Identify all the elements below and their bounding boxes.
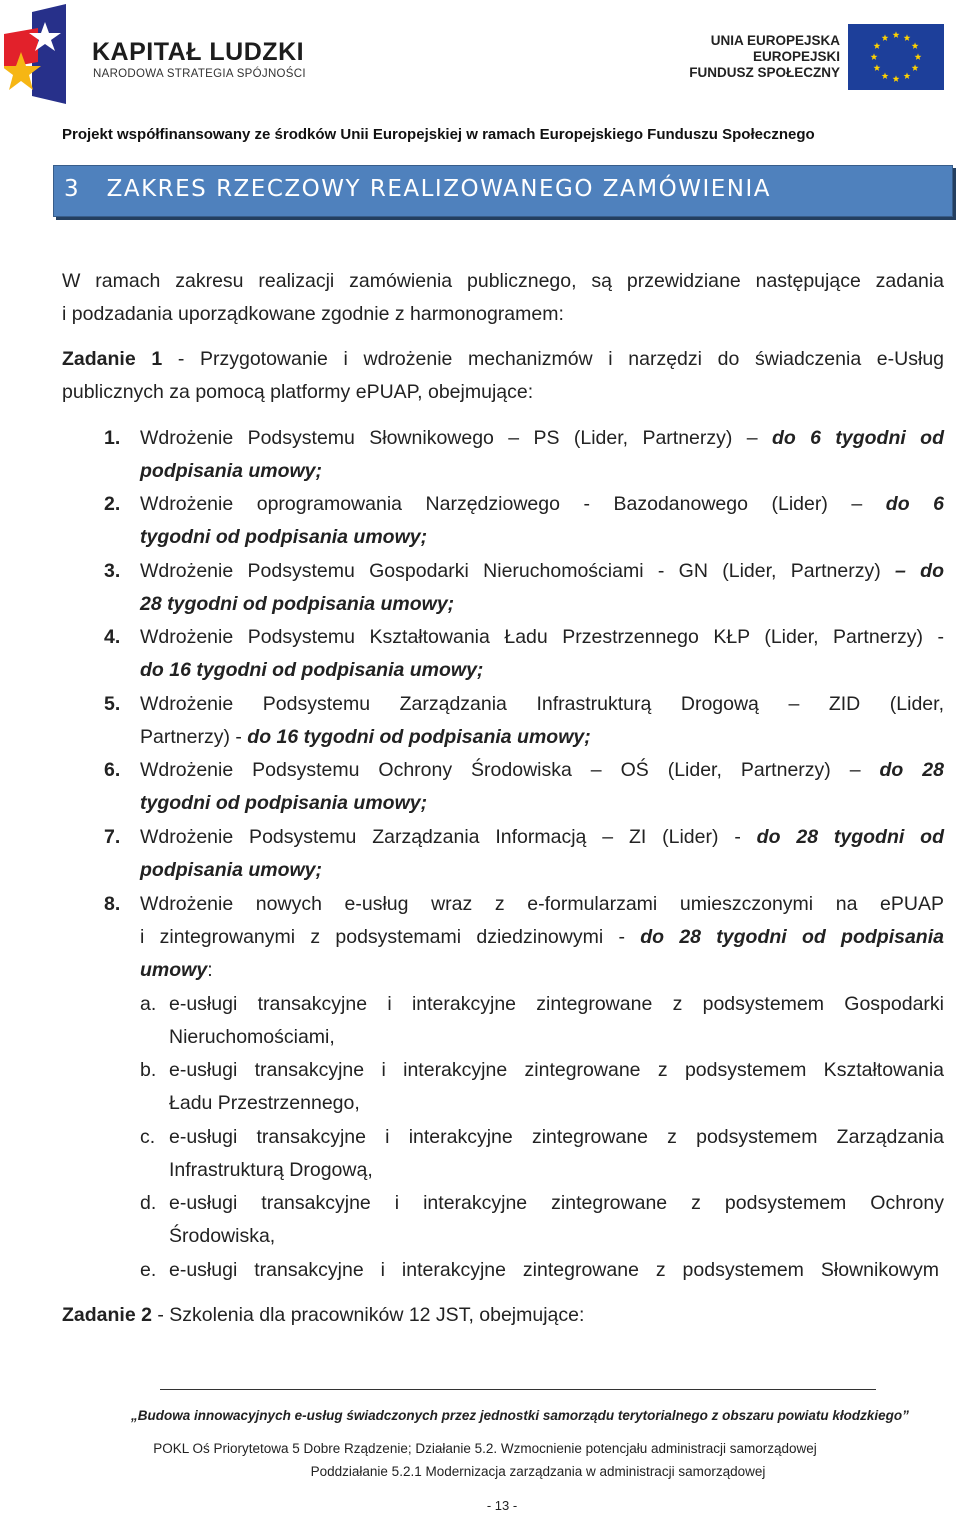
subitem-4-line-1: e-usługi transakcyjne i interakcyjne zintegrowane z podsystemem Słownikowym bbox=[169, 1259, 939, 1281]
item-6-line-1 bbox=[140, 754, 944, 787]
subitem-0-line-2: Nieruchomościami, bbox=[169, 1026, 335, 1048]
item-4-line-1 bbox=[140, 621, 944, 654]
item-7-line-2 bbox=[140, 854, 944, 887]
item-7-number: 7. bbox=[104, 826, 121, 848]
item-2-line-2 bbox=[140, 521, 944, 554]
item-2-line-1 bbox=[140, 488, 944, 521]
item-8-deadline-end: umowy bbox=[140, 959, 208, 981]
subitem-0-line-1: e-usługi transakcyjne i interakcyjne zintegrowane z podsystemem Gospodarki bbox=[169, 993, 944, 1015]
item-5-number: 5. bbox=[104, 693, 121, 715]
subitem-2-line-2: Infrastrukturą Drogową, bbox=[169, 1159, 373, 1181]
footer-subaction-line: Poddziałanie 5.2.1 Modernizacja zarządzania w administracji samorządowej bbox=[310, 1464, 766, 1479]
item-1-number: 1. bbox=[104, 427, 121, 449]
subitem-2-line-1: e-usługi transakcyjne i interakcyjne zintegrowane z podsystemem Zarządzania bbox=[169, 1126, 944, 1148]
subitem-3-line-1: e-usługi transakcyjne i interakcyjne zintegrowane z podsystemem Ochrony bbox=[169, 1192, 944, 1214]
item-4-deadline-end: do 16 tygodni od podpisania umowy; bbox=[140, 659, 484, 681]
eu-line-3: FUNDUSZ SPOŁECZNY bbox=[689, 65, 840, 80]
item-2-deadline: do 6 bbox=[862, 493, 944, 515]
item-7-deadline: do 28 tygodni od bbox=[740, 826, 944, 848]
project-cofinancing-line: Projekt współfinansowany ze środków Unii Europejskiej w ramach Europejskiego Funduszu Społecznego bbox=[62, 126, 815, 143]
section-heading bbox=[64, 176, 771, 202]
item-4-number: 4. bbox=[104, 626, 121, 648]
item-8-number: 8. bbox=[104, 893, 121, 915]
item-3-text: Wdrożenie Podsystemu Gospodarki Nieruchomościami - GN (Lider, Partnerzy) bbox=[140, 560, 881, 582]
intro-line-1: W ramach zakresu realizacji zamówienia publicznego, są przewidziane następujące zadania bbox=[62, 270, 944, 292]
item-8-deadline: do 28 tygodni od podpisania bbox=[640, 926, 944, 948]
item-6-number: 6. bbox=[104, 759, 121, 781]
subitem-4-letter: e. bbox=[140, 1259, 157, 1281]
item-3-line-1 bbox=[140, 555, 944, 588]
item-8-line-2 bbox=[140, 921, 944, 954]
footer-project-title: „Budowa innowacyjnych e-usług świadczonych przez jednostki samorządu terytorialnego z obszaru powiatu kłodzkiego” bbox=[131, 1408, 909, 1423]
eu-flag-icon bbox=[848, 24, 944, 90]
item-1-line-1 bbox=[140, 422, 944, 455]
subitem-2-letter: c. bbox=[140, 1126, 156, 1148]
page-number: - 13 - bbox=[486, 1498, 518, 1513]
section-number: 3 bbox=[64, 176, 81, 202]
item-7-text: Wdrożenie Podsystemu Zarządzania Informacją – ZI (Lider) - bbox=[140, 826, 741, 848]
item-5-deadline-end: do 16 tygodni od podpisania umowy; bbox=[247, 726, 591, 748]
item-8-line-3 bbox=[140, 954, 944, 987]
item-5-line-1 bbox=[140, 688, 944, 721]
task1-label: Zadanie 1 bbox=[62, 348, 163, 370]
item-6-deadline: do 28 bbox=[860, 759, 944, 781]
item-3-line-2 bbox=[140, 588, 944, 621]
eu-line-2: EUROPEJSKI bbox=[752, 49, 840, 64]
item-1-deadline: do 6 tygodni od bbox=[757, 427, 944, 449]
item-8-line-2-text: i zintegrowanymi z podsystemami dziedzinowymi - bbox=[140, 926, 641, 948]
eu-line-1: UNIA EUROPEJSKA bbox=[710, 33, 840, 48]
task2-line bbox=[62, 1299, 944, 1332]
subitem-3-letter: d. bbox=[140, 1192, 157, 1214]
item-2-number: 2. bbox=[104, 493, 121, 515]
item-1-deadline-end: podpisania umowy; bbox=[140, 460, 323, 482]
item-1-line-2 bbox=[140, 455, 944, 488]
item-5-line-2-prefix: Partnerzy) - bbox=[140, 726, 248, 748]
task1-line-2: publicznych za pomocą platformy ePUAP, obejmujące: bbox=[62, 381, 534, 403]
item-8-line-1: Wdrożenie nowych e-usług wraz z e-formularzami umieszczonymi na ePUAP bbox=[140, 893, 944, 915]
kapital-ludzki-title: KAPITAŁ LUDZKI bbox=[92, 38, 305, 66]
subitem-1-line-2: Ładu Przestrzennego, bbox=[169, 1092, 360, 1114]
item-8-colon: : bbox=[207, 959, 213, 981]
item-6-deadline-end: tygodni od podpisania umowy; bbox=[140, 792, 428, 814]
section-title-text: ZAKRES RZECZOWY REALIZOWANEGO ZAMÓWIENIA bbox=[106, 176, 771, 202]
subitem-3-line-2: Środowiska, bbox=[169, 1225, 276, 1247]
item-5-text: Wdrożenie Podsystemu Zarządzania Infrastrukturą Drogową – ZID (Lider, bbox=[140, 693, 944, 715]
intro-line-2: i podzadania uporządkowane zgodnie z harmonogramem: bbox=[62, 303, 564, 325]
footer-priority-line: POKL Oś Priorytetowa 5 Dobre Rządzenie; Działanie 5.2. Wzmocnienie potencjału administracji samorządowej bbox=[153, 1441, 817, 1456]
item-7-deadline-end: podpisania umowy; bbox=[140, 859, 323, 881]
item-1-text: Wdrożenie Podsystemu Słownikowego – PS (Lider, Partnerzy) – bbox=[140, 427, 758, 449]
task2-label: Zadanie 2 bbox=[62, 1304, 152, 1326]
item-4-line-2 bbox=[140, 654, 944, 687]
item-4-text: Wdrożenie Podsystemu Kształtowania Ładu Przestrzennego KŁP (Lider, Partnerzy) - bbox=[140, 626, 944, 648]
subitem-1-line-1: e-usługi transakcyjne i interakcyjne zintegrowane z podsystemem Kształtowania bbox=[169, 1059, 944, 1081]
subitem-1-letter: b. bbox=[140, 1059, 157, 1081]
task1-line-1 bbox=[62, 343, 944, 376]
item-2-deadline-end: tygodni od podpisania umowy; bbox=[140, 526, 428, 548]
item-3-deadline: – do bbox=[880, 560, 945, 582]
item-2-text: Wdrożenie oprogramowania Narzędziowego - Bazodanowego (Lider) – bbox=[140, 493, 863, 515]
kapital-ludzki-subtitle: NARODOWA STRATEGIA SPÓJNOŚCI bbox=[93, 68, 306, 80]
item-6-text: Wdrożenie Podsystemu Ochrony Środowiska – OŚ (Lider, Partnerzy) – bbox=[140, 759, 861, 781]
item-7-line-1 bbox=[140, 821, 944, 854]
page-header bbox=[0, 0, 960, 143]
task2-title: - Szkolenia dla pracowników 12 JST, obejmujące: bbox=[151, 1304, 585, 1326]
item-3-number: 3. bbox=[104, 560, 121, 582]
subitem-0-letter: a. bbox=[140, 993, 157, 1015]
task1-title: - Przygotowanie i wdrożenie mechanizmów i narzędzi do świadczenia e-Usług bbox=[162, 348, 945, 370]
section-heading-bar bbox=[53, 165, 953, 217]
item-3-deadline-end: 28 tygodni od podpisania umowy; bbox=[140, 593, 455, 615]
kapital-ludzki-logo-icon bbox=[4, 4, 68, 104]
item-6-line-2 bbox=[140, 787, 944, 820]
item-5-line-2 bbox=[140, 721, 944, 754]
footer-divider bbox=[160, 1389, 876, 1390]
